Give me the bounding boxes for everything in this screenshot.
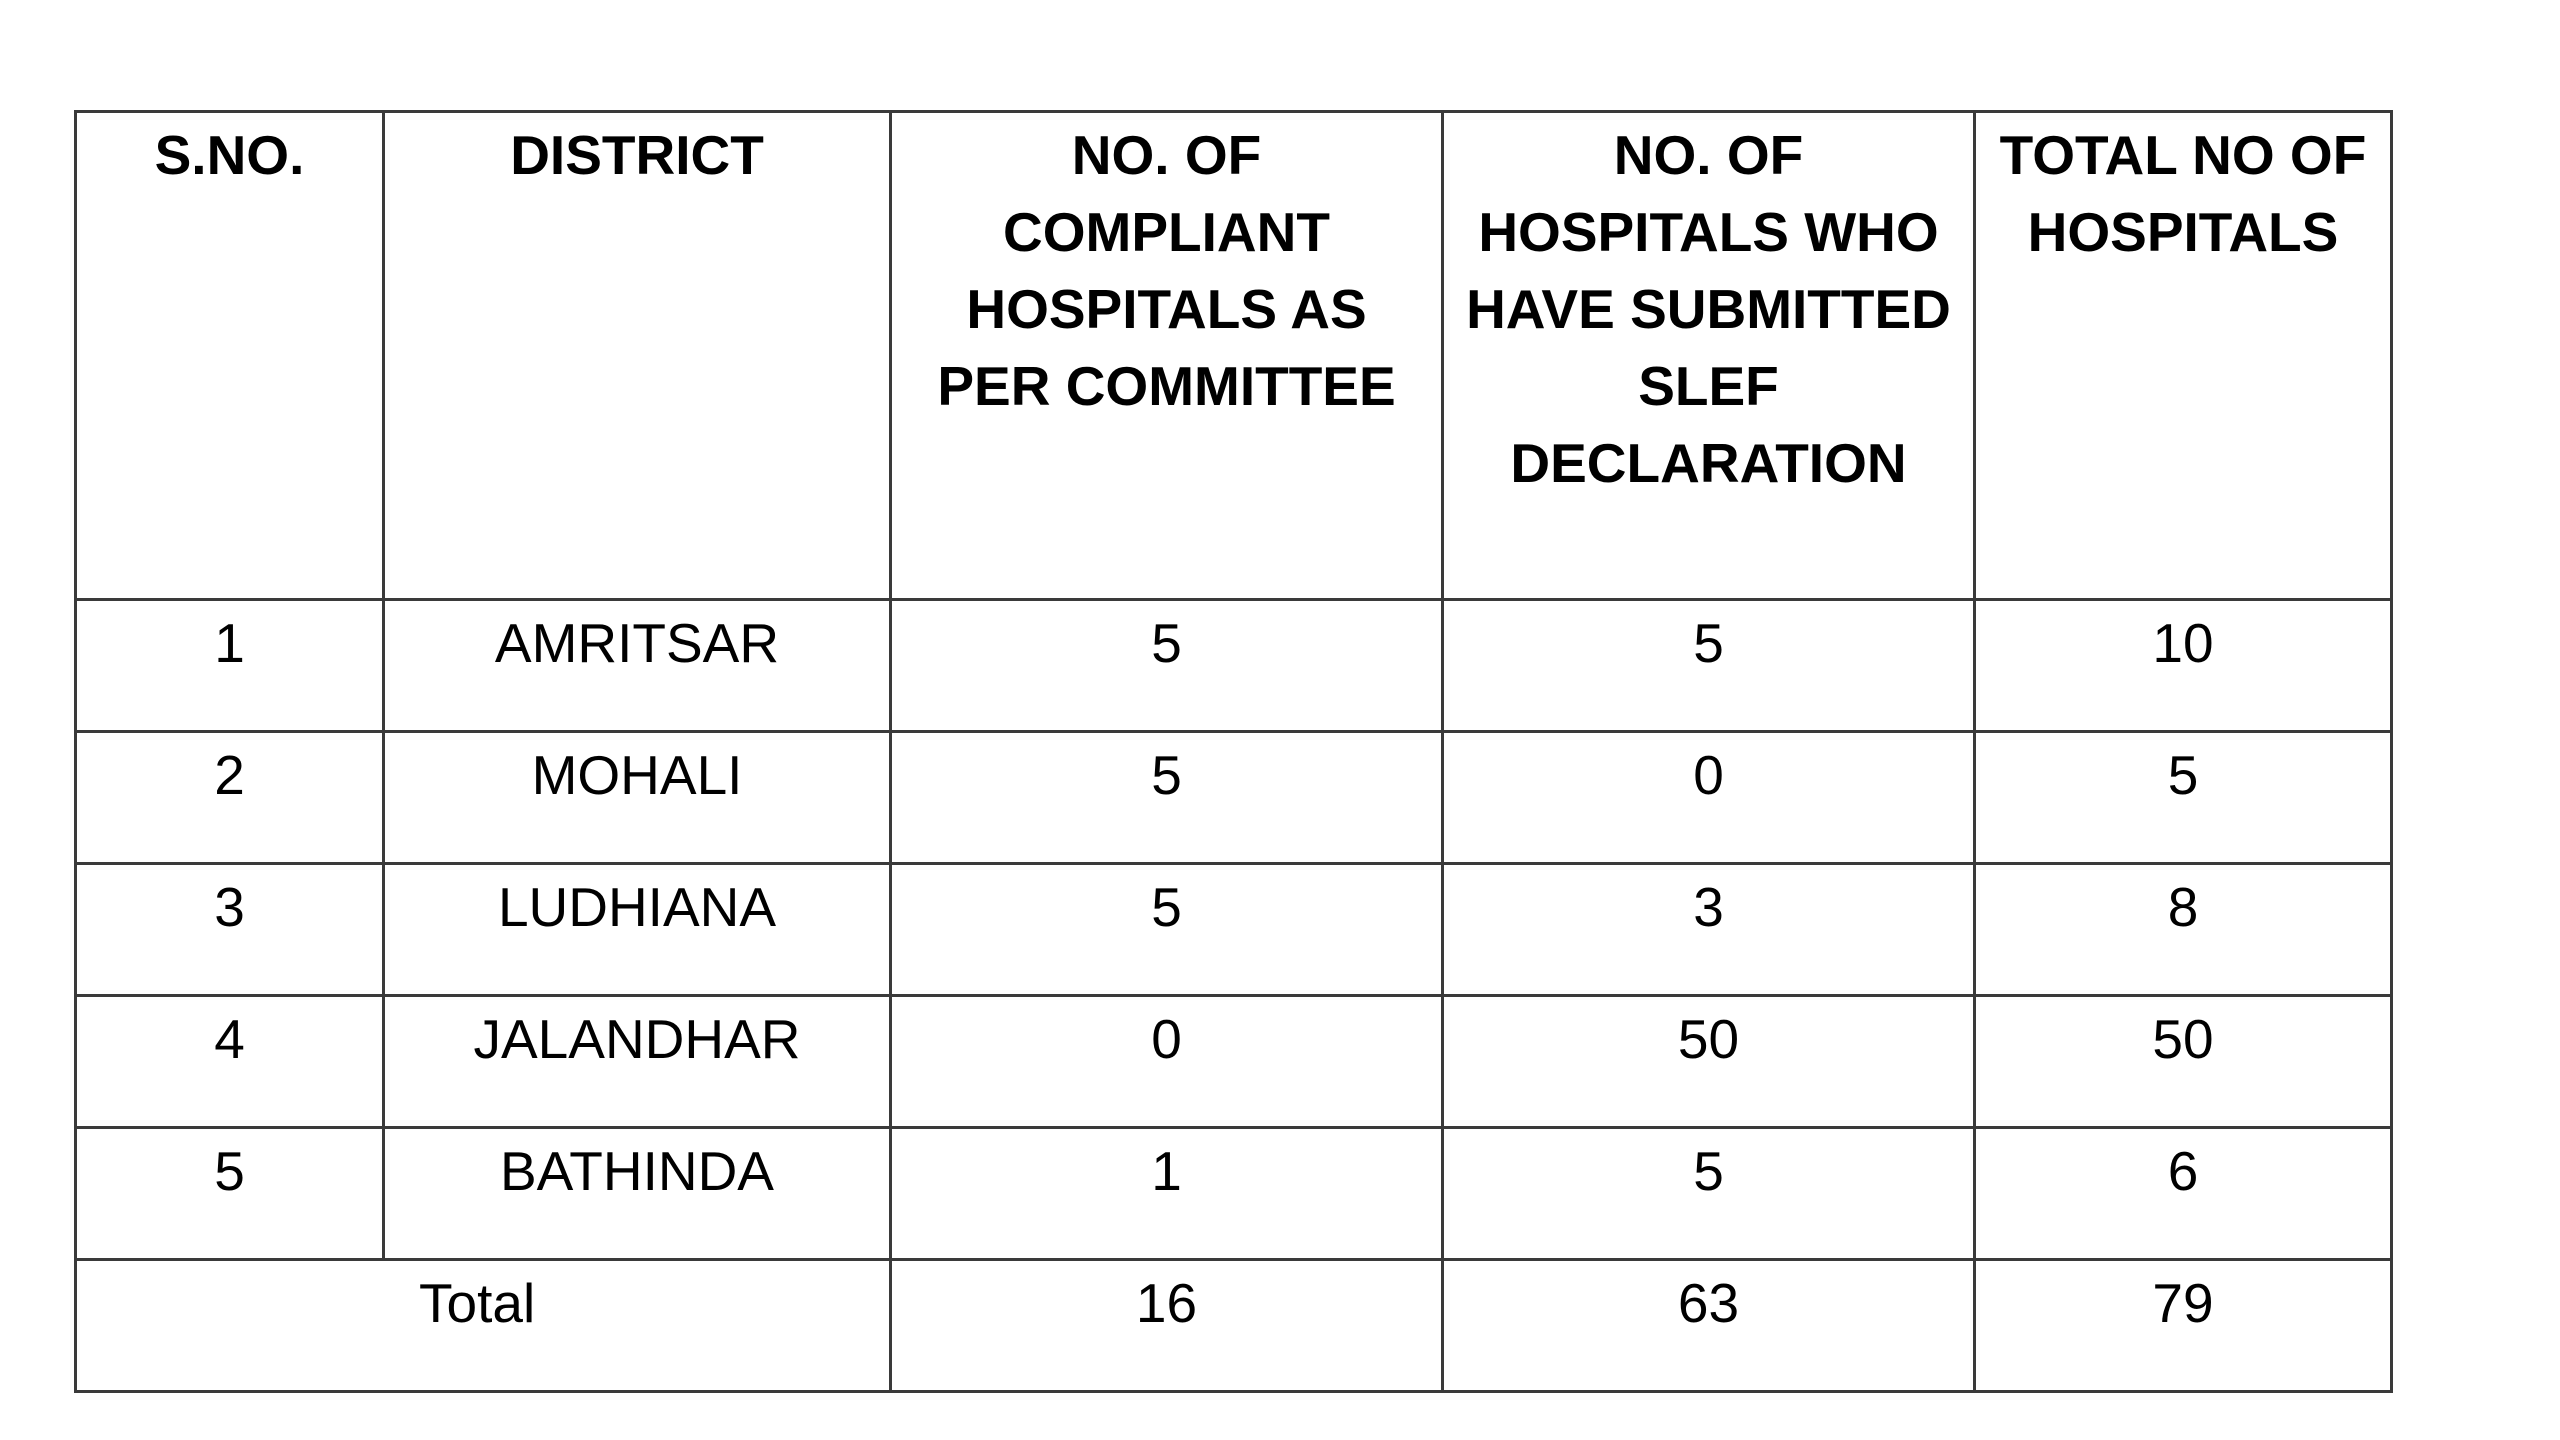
table-row [76, 732, 2392, 864]
cell-self-declared: 3 [1443, 864, 1975, 996]
cell-self-declared: 5 [1443, 600, 1975, 732]
table-row [76, 1128, 2392, 1260]
cell-district: MOHALI [384, 732, 891, 864]
table-row [76, 600, 2392, 732]
cell-self-declared: 5 [1443, 1128, 1975, 1260]
cell-sno: 2 [76, 732, 384, 864]
header-total-hospitals: TOTAL NO OF HOSPITALS [1975, 112, 2392, 600]
total-compliant: 16 [891, 1260, 1443, 1392]
header-sno: S.NO. [76, 112, 384, 600]
header-district: DISTRICT [384, 112, 891, 600]
cell-compliant: 1 [891, 1128, 1443, 1260]
cell-total: 5 [1975, 732, 2392, 864]
cell-district: AMRITSAR [384, 600, 891, 732]
cell-compliant: 5 [891, 864, 1443, 996]
total-self-declared: 63 [1443, 1260, 1975, 1392]
table-header-row [76, 112, 2392, 600]
table-total-row [76, 1260, 2392, 1392]
header-compliant-hospitals: NO. OF COMPLIANT HOSPITALS AS PER COMMITTEE [891, 112, 1443, 600]
cell-compliant: 5 [891, 600, 1443, 732]
cell-self-declared: 0 [1443, 732, 1975, 864]
cell-sno: 1 [76, 600, 384, 732]
cell-total: 6 [1975, 1128, 2392, 1260]
cell-sno: 4 [76, 996, 384, 1128]
cell-compliant: 5 [891, 732, 1443, 864]
hospital-compliance-table-container [74, 110, 2393, 1393]
total-label: Total [76, 1260, 891, 1392]
cell-total: 8 [1975, 864, 2392, 996]
cell-sno: 3 [76, 864, 384, 996]
cell-total: 50 [1975, 996, 2392, 1128]
cell-district: BATHINDA [384, 1128, 891, 1260]
header-self-declaration: NO. OF HOSPITALS WHO HAVE SUBMITTED SLEF DECLARATION [1443, 112, 1975, 600]
cell-district: JALANDHAR [384, 996, 891, 1128]
cell-sno: 5 [76, 1128, 384, 1260]
cell-compliant: 0 [891, 996, 1443, 1128]
cell-district: LUDHIANA [384, 864, 891, 996]
table-row [76, 996, 2392, 1128]
cell-total: 10 [1975, 600, 2392, 732]
table-row [76, 864, 2392, 996]
total-hospitals: 79 [1975, 1260, 2392, 1392]
cell-self-declared: 50 [1443, 996, 1975, 1128]
hospital-compliance-table [74, 110, 2393, 1393]
